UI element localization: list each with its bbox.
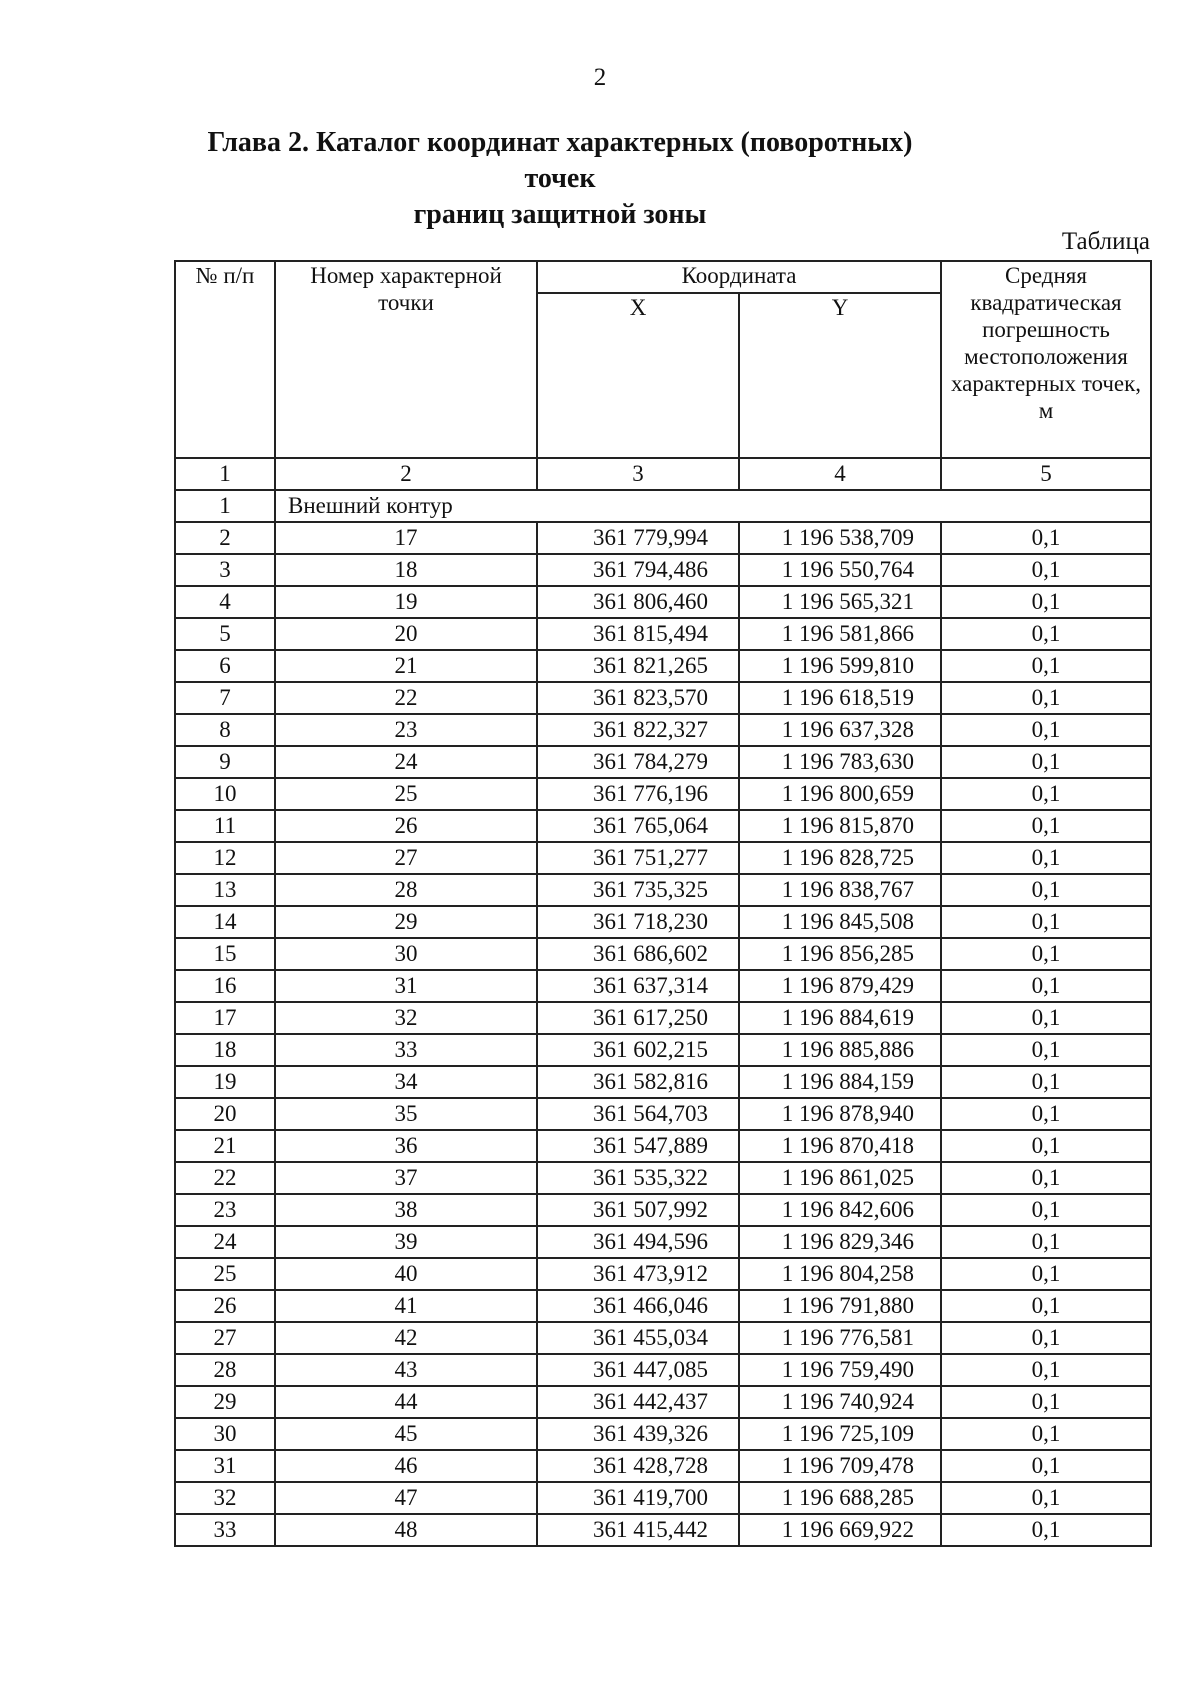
x-coordinate-cell: 361 507,992 <box>537 1194 739 1226</box>
y-coordinate-cell: 1 196 800,659 <box>739 778 941 810</box>
error-cell: 0,1 <box>941 938 1151 970</box>
x-coordinate-cell: 361 415,442 <box>537 1514 739 1546</box>
table-row <box>175 1258 1151 1290</box>
x-coordinate-cell: 361 617,250 <box>537 1002 739 1034</box>
table-row <box>175 874 1151 906</box>
error-cell: 0,1 <box>941 1130 1151 1162</box>
table-row <box>175 1322 1151 1354</box>
header-coordinate: Координата <box>537 261 941 293</box>
table-row <box>175 1450 1151 1482</box>
point-number-cell: 35 <box>275 1098 537 1130</box>
row-num-cell: 18 <box>175 1034 275 1066</box>
x-coordinate-cell: 361 602,215 <box>537 1034 739 1066</box>
x-coordinate-cell: 361 765,064 <box>537 810 739 842</box>
table-row <box>175 1354 1151 1386</box>
point-number-cell: 25 <box>275 778 537 810</box>
point-number-cell: 20 <box>275 618 537 650</box>
x-coordinate-cell: 361 821,265 <box>537 650 739 682</box>
row-num-cell: 9 <box>175 746 275 778</box>
y-coordinate-cell: 1 196 815,870 <box>739 810 941 842</box>
table-row <box>175 1514 1151 1546</box>
x-coordinate-cell: 361 823,570 <box>537 682 739 714</box>
x-coordinate-cell: 361 547,889 <box>537 1130 739 1162</box>
y-coordinate-cell: 1 196 870,418 <box>739 1130 941 1162</box>
point-number-cell: 38 <box>275 1194 537 1226</box>
row-num-cell: 15 <box>175 938 275 970</box>
row-num-cell: 10 <box>175 778 275 810</box>
table-row <box>175 1290 1151 1322</box>
x-coordinate-cell: 361 447,085 <box>537 1354 739 1386</box>
y-coordinate-cell: 1 196 845,508 <box>739 906 941 938</box>
point-number-cell: 31 <box>275 970 537 1002</box>
error-cell: 0,1 <box>941 1002 1151 1034</box>
error-cell: 0,1 <box>941 842 1151 874</box>
x-coordinate-cell: 361 822,327 <box>537 714 739 746</box>
x-coordinate-cell: 361 428,728 <box>537 1450 739 1482</box>
x-coordinate-cell: 361 419,700 <box>537 1482 739 1514</box>
y-coordinate-cell: 1 196 828,725 <box>739 842 941 874</box>
point-number-cell: 39 <box>275 1226 537 1258</box>
page-title-line-1: Глава 2. Каталог координат характерных (поворотных) точек <box>207 127 913 194</box>
table-row <box>175 554 1151 586</box>
table-row <box>175 618 1151 650</box>
error-cell: 0,1 <box>941 1194 1151 1226</box>
x-coordinate-cell: 361 442,437 <box>537 1386 739 1418</box>
point-number-cell: 18 <box>275 554 537 586</box>
point-number-cell: 42 <box>275 1322 537 1354</box>
coordinates-table <box>174 260 1152 1547</box>
error-cell: 0,1 <box>941 650 1151 682</box>
point-number-cell: 24 <box>275 746 537 778</box>
table-row <box>175 522 1151 554</box>
y-coordinate-cell: 1 196 879,429 <box>739 970 941 1002</box>
x-coordinate-cell: 361 718,230 <box>537 906 739 938</box>
page-number: 2 <box>593 64 607 91</box>
y-coordinate-cell: 1 196 759,490 <box>739 1354 941 1386</box>
row-num-cell: 31 <box>175 1450 275 1482</box>
point-number-cell: 47 <box>275 1482 537 1514</box>
x-coordinate-cell: 361 784,279 <box>537 746 739 778</box>
x-coordinate-cell: 361 564,703 <box>537 1098 739 1130</box>
x-coordinate-cell: 361 751,277 <box>537 842 739 874</box>
error-cell: 0,1 <box>941 586 1151 618</box>
error-cell: 0,1 <box>941 1354 1151 1386</box>
header-num: № п/п <box>175 261 275 458</box>
table-row <box>175 1194 1151 1226</box>
x-coordinate-cell: 361 794,486 <box>537 554 739 586</box>
row-num-cell: 20 <box>175 1098 275 1130</box>
y-coordinate-cell: 1 196 878,940 <box>739 1098 941 1130</box>
row-num-cell: 22 <box>175 1162 275 1194</box>
y-coordinate-cell: 1 196 669,922 <box>739 1514 941 1546</box>
table-header-row <box>175 261 1151 293</box>
table-row <box>175 682 1151 714</box>
row-num-cell: 11 <box>175 810 275 842</box>
table-row <box>175 714 1151 746</box>
point-number-cell: 27 <box>275 842 537 874</box>
section-label: Внешний контур <box>275 490 1151 522</box>
point-number-cell: 29 <box>275 906 537 938</box>
y-coordinate-cell: 1 196 838,767 <box>739 874 941 906</box>
row-num-cell: 16 <box>175 970 275 1002</box>
error-cell: 0,1 <box>941 1482 1151 1514</box>
error-cell: 0,1 <box>941 682 1151 714</box>
error-cell: 0,1 <box>941 1066 1151 1098</box>
point-number-cell: 45 <box>275 1418 537 1450</box>
point-number-cell: 17 <box>275 522 537 554</box>
error-cell: 0,1 <box>941 1226 1151 1258</box>
y-coordinate-cell: 1 196 550,764 <box>739 554 941 586</box>
x-coordinate-cell: 361 779,994 <box>537 522 739 554</box>
y-coordinate-cell: 1 196 740,924 <box>739 1386 941 1418</box>
x-coordinate-cell: 361 494,596 <box>537 1226 739 1258</box>
y-coordinate-cell: 1 196 829,346 <box>739 1226 941 1258</box>
table-row <box>175 938 1151 970</box>
point-number-cell: 43 <box>275 1354 537 1386</box>
table-row <box>175 810 1151 842</box>
error-cell: 0,1 <box>941 714 1151 746</box>
table-row <box>175 906 1151 938</box>
error-cell: 0,1 <box>941 874 1151 906</box>
point-number-cell: 26 <box>275 810 537 842</box>
column-number-row <box>175 458 1151 490</box>
table-row <box>175 1418 1151 1450</box>
x-coordinate-cell: 361 686,602 <box>537 938 739 970</box>
table-caption: Таблица <box>1061 228 1150 255</box>
error-cell: 0,1 <box>941 618 1151 650</box>
error-cell: 0,1 <box>941 906 1151 938</box>
y-coordinate-cell: 1 196 885,886 <box>739 1034 941 1066</box>
row-num-cell: 32 <box>175 1482 275 1514</box>
x-coordinate-cell: 361 776,196 <box>537 778 739 810</box>
point-number-cell: 33 <box>275 1034 537 1066</box>
y-coordinate-cell: 1 196 884,619 <box>739 1002 941 1034</box>
error-cell: 0,1 <box>941 746 1151 778</box>
row-num-cell: 29 <box>175 1386 275 1418</box>
y-coordinate-cell: 1 196 884,159 <box>739 1066 941 1098</box>
table-row <box>175 1386 1151 1418</box>
table-row <box>175 1098 1151 1130</box>
error-cell: 0,1 <box>941 1258 1151 1290</box>
table-row <box>175 1162 1151 1194</box>
error-cell: 0,1 <box>941 1386 1151 1418</box>
error-cell: 0,1 <box>941 1034 1151 1066</box>
y-coordinate-cell: 1 196 565,321 <box>739 586 941 618</box>
error-cell: 0,1 <box>941 522 1151 554</box>
y-coordinate-cell: 1 196 804,258 <box>739 1258 941 1290</box>
table-row <box>175 746 1151 778</box>
row-num-cell: 25 <box>175 1258 275 1290</box>
column-number: 3 <box>537 458 739 490</box>
table-row <box>175 1130 1151 1162</box>
row-num-cell: 3 <box>175 554 275 586</box>
row-num-cell: 23 <box>175 1194 275 1226</box>
point-number-cell: 28 <box>275 874 537 906</box>
header-point-number: Номер характерной точки <box>275 261 537 458</box>
x-coordinate-cell: 361 473,912 <box>537 1258 739 1290</box>
row-num-cell: 33 <box>175 1514 275 1546</box>
table-row <box>175 1034 1151 1066</box>
x-coordinate-cell: 361 582,816 <box>537 1066 739 1098</box>
x-coordinate-cell: 361 806,460 <box>537 586 739 618</box>
y-coordinate-cell: 1 196 709,478 <box>739 1450 941 1482</box>
point-number-cell: 48 <box>275 1514 537 1546</box>
column-number: 2 <box>275 458 537 490</box>
point-number-cell: 32 <box>275 1002 537 1034</box>
row-num-cell: 5 <box>175 618 275 650</box>
y-coordinate-cell: 1 196 618,519 <box>739 682 941 714</box>
point-number-cell: 34 <box>275 1066 537 1098</box>
y-coordinate-cell: 1 196 861,025 <box>739 1162 941 1194</box>
point-number-cell: 21 <box>275 650 537 682</box>
y-coordinate-cell: 1 196 856,285 <box>739 938 941 970</box>
row-num-cell: 28 <box>175 1354 275 1386</box>
row-num-cell: 17 <box>175 1002 275 1034</box>
table-row <box>175 1066 1151 1098</box>
point-number-cell: 41 <box>275 1290 537 1322</box>
table-row <box>175 842 1151 874</box>
row-num-cell: 4 <box>175 586 275 618</box>
error-cell: 0,1 <box>941 1418 1151 1450</box>
row-num-cell: 2 <box>175 522 275 554</box>
y-coordinate-cell: 1 196 783,630 <box>739 746 941 778</box>
point-number-cell: 22 <box>275 682 537 714</box>
error-cell: 0,1 <box>941 1098 1151 1130</box>
page-title <box>200 125 920 233</box>
row-num-cell: 13 <box>175 874 275 906</box>
point-number-cell: 30 <box>275 938 537 970</box>
y-coordinate-cell: 1 196 538,709 <box>739 522 941 554</box>
error-cell: 0,1 <box>941 810 1151 842</box>
row-num-cell: 30 <box>175 1418 275 1450</box>
column-number: 4 <box>739 458 941 490</box>
row-num-cell: 21 <box>175 1130 275 1162</box>
point-number-cell: 36 <box>275 1130 537 1162</box>
table-row <box>175 586 1151 618</box>
section-num: 1 <box>175 490 275 522</box>
row-num-cell: 27 <box>175 1322 275 1354</box>
point-number-cell: 46 <box>275 1450 537 1482</box>
error-cell: 0,1 <box>941 554 1151 586</box>
point-number-cell: 44 <box>275 1386 537 1418</box>
x-coordinate-cell: 361 735,325 <box>537 874 739 906</box>
column-number: 5 <box>941 458 1151 490</box>
row-num-cell: 19 <box>175 1066 275 1098</box>
table-row <box>175 1482 1151 1514</box>
row-num-cell: 6 <box>175 650 275 682</box>
y-coordinate-cell: 1 196 791,880 <box>739 1290 941 1322</box>
y-coordinate-cell: 1 196 581,866 <box>739 618 941 650</box>
y-coordinate-cell: 1 196 842,606 <box>739 1194 941 1226</box>
error-cell: 0,1 <box>941 778 1151 810</box>
row-num-cell: 12 <box>175 842 275 874</box>
x-coordinate-cell: 361 455,034 <box>537 1322 739 1354</box>
row-num-cell: 8 <box>175 714 275 746</box>
error-cell: 0,1 <box>941 1514 1151 1546</box>
row-num-cell: 14 <box>175 906 275 938</box>
y-coordinate-cell: 1 196 725,109 <box>739 1418 941 1450</box>
header-mean-square-error: Средняя квадратическая погрешность местоположения характерных точек, м <box>941 261 1151 458</box>
point-number-cell: 37 <box>275 1162 537 1194</box>
error-cell: 0,1 <box>941 1322 1151 1354</box>
x-coordinate-cell: 361 815,494 <box>537 618 739 650</box>
point-number-cell: 40 <box>275 1258 537 1290</box>
table-row <box>175 1002 1151 1034</box>
y-coordinate-cell: 1 196 599,810 <box>739 650 941 682</box>
x-coordinate-cell: 361 535,322 <box>537 1162 739 1194</box>
y-coordinate-cell: 1 196 776,581 <box>739 1322 941 1354</box>
error-cell: 0,1 <box>941 970 1151 1002</box>
y-coordinate-cell: 1 196 688,285 <box>739 1482 941 1514</box>
x-coordinate-cell: 361 637,314 <box>537 970 739 1002</box>
row-num-cell: 7 <box>175 682 275 714</box>
error-cell: 0,1 <box>941 1162 1151 1194</box>
header-x: X <box>537 293 739 458</box>
table-row <box>175 1226 1151 1258</box>
section-row <box>175 490 1151 522</box>
x-coordinate-cell: 361 439,326 <box>537 1418 739 1450</box>
x-coordinate-cell: 361 466,046 <box>537 1290 739 1322</box>
point-number-cell: 19 <box>275 586 537 618</box>
column-number: 1 <box>175 458 275 490</box>
page-title-line-2: границ защитной зоны <box>413 199 707 230</box>
error-cell: 0,1 <box>941 1290 1151 1322</box>
row-num-cell: 26 <box>175 1290 275 1322</box>
table-row <box>175 650 1151 682</box>
table-row <box>175 970 1151 1002</box>
row-num-cell: 24 <box>175 1226 275 1258</box>
y-coordinate-cell: 1 196 637,328 <box>739 714 941 746</box>
table-row <box>175 778 1151 810</box>
header-y: Y <box>739 293 941 458</box>
point-number-cell: 23 <box>275 714 537 746</box>
error-cell: 0,1 <box>941 1450 1151 1482</box>
